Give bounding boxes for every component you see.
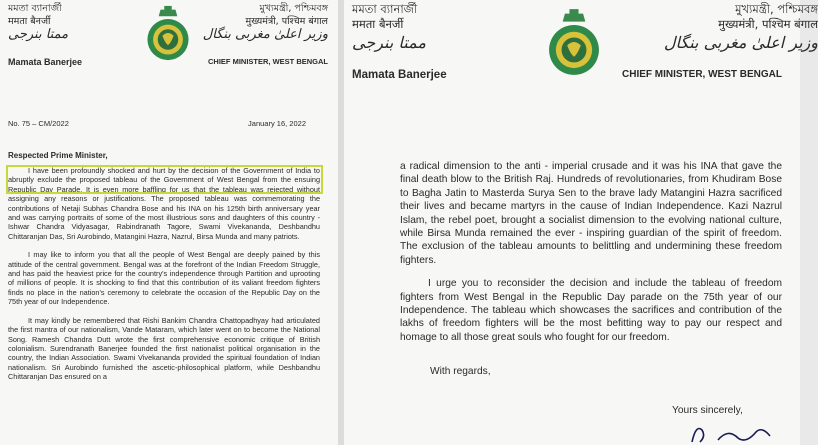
sender-title: CHIEF MINISTER, WEST BENGAL: [622, 69, 782, 80]
header-bengali-title: মুখ্যমন্ত্রী, পশ্চিমবঙ্গ: [735, 2, 818, 16]
highlight-box: [6, 165, 323, 194]
header-hindi-title: मुख्यमंत्री, पश्चिम बंगाल: [245, 16, 328, 27]
header-hindi-title: मुख्यमंत्री, पश्चिम बंगाल: [718, 17, 818, 31]
letter-date: January 16, 2022: [248, 119, 306, 128]
header-left-block: [352, 2, 426, 54]
salutation: Respected Prime Minister,: [8, 151, 108, 160]
paragraph-3: It may kindly be remembered that Rishi Bankim Chandra Chattopadhyay had articulated the first mantra of our nationalism, Vande Mataram, which later went on to become the National Song. Ramesh Chandra Dutt wrote the first comprehensive economic critique of British colonialism. Surendranath Banerjee founded the first nationalist political organisation in the country, the Indian Association. Swami Vivekananda provided the spiritual foundation of Indian nationalism. Sri Aurobindo furnished the ascetic-philosophical platform, while Deshbandhu Chittaranjan Das ensured on a: [8, 315, 320, 382]
west-bengal-emblem-icon: [140, 4, 196, 62]
letter-page-2: [344, 0, 818, 445]
header-urdu-title: وزیر اعلیٰ مغربی بنگال: [663, 33, 818, 52]
regards-line: With regards,: [430, 366, 491, 377]
closing-line: Yours sincerely,: [672, 405, 743, 416]
paragraph-1: I have been profoundly shocked and hurt by the decision of the Government of India to abruptly exclude the proposed tableau of the Government of West Bengal from the ensuing Republic Day Parade. It is even more baffling for us that the tableau was rejected without assigning any reasons or justifications. The proposed tableau was commemorating the contributions of Netaji Subhas Chandra Bose and his INA on his 125th birth anniversary year and was carrying portraits of some of the most illustrious sons and daughters of this country - Ishwar Chandra Vidyasagar, Rabindranath Tagore, Swami Vivekananda, Deshbandhu Chittaranjan Das, Sri Aurobindo, Matangini Hazra, Nazrul, Birsa Munda and many patriots.: [8, 166, 320, 241]
header-bengali-title: মুখ্যমন্ত্রী, পশ্চিমবঙ্গ: [259, 3, 328, 14]
west-bengal-emblem-icon: [540, 6, 608, 78]
letter-body-page-1: [8, 166, 320, 391]
header-left-block: [8, 2, 68, 41]
header-right-block: [664, 2, 818, 54]
header-urdu-name: ممتا بنرجی: [8, 27, 69, 42]
header-bengali-name: মমতা ব্যানার্জী: [8, 3, 62, 14]
header-hindi-name: ममता बैनर्जी: [352, 17, 404, 31]
signature-icon: [688, 420, 788, 445]
header-hindi-name: ममता बैनर्जी: [8, 16, 51, 27]
letter-page-1: [0, 0, 338, 445]
letter-body-page-2: [400, 160, 782, 354]
reference-number: No. 75 – CM/2022: [8, 119, 69, 128]
sender-name: Mamata Banerjee: [8, 57, 83, 67]
sender-title: CHIEF MINISTER, WEST BENGAL: [208, 57, 328, 66]
paragraph-2: I may like to inform you that all the people of West Bengal are deeply pained by this attitude of the central government. Bengal was at the forefront of the Indian Freedom Struggle, and has paid the heaviest price for the country's independence through Partition and uprooting of millions of people. It is shocking to find that this contribution of its valiant freedom fighters finds no place in the nation's ceremony to celebrate the occasion of the Republic Day on the 75th year of our Independence.: [8, 250, 320, 307]
sender-name: Mamata Banerjee: [352, 69, 447, 81]
header-urdu-name: ممتا بنرجی: [352, 33, 426, 52]
header-right-block: [203, 2, 328, 41]
paragraph-continuation: a radical dimension to the anti - imperial crusade and it was his INA that gave the final death blow to the British Raj. Hundreds of revolutionaries, from Khudiram Bose to Bagha Jatin to Masterda Surya Sen to the brave lady Matangini Hazra sacrificed their lives and became martyrs in the cause of Indian Independence. Kazi Nazrul Islam, the rebel poet, brought a socialist dimension to the evolving national culture, while Birsa Munda remained the ever - inspiring guardian of the spirit of freedom. The exclusion of the tableau amounts to belittling and undermining these freedom fighters.: [400, 161, 782, 266]
header-bengali-name: মমতা ব্যানার্জী: [352, 2, 418, 16]
paragraph-request: I urge you to reconsider the decision and include the tableau of freedom fighters from West Bengal in the Republic Day parade on the 75th year of our Independence. The tableau which showcases the sacrifices and contribution of the lakhs of freedom fighters will be the most befitting way to pay our respect and homage to all those great souls who fought for our freedom.: [400, 278, 782, 343]
header-urdu-title: وزیر اعلیٰ مغربی بنگال: [202, 27, 328, 42]
